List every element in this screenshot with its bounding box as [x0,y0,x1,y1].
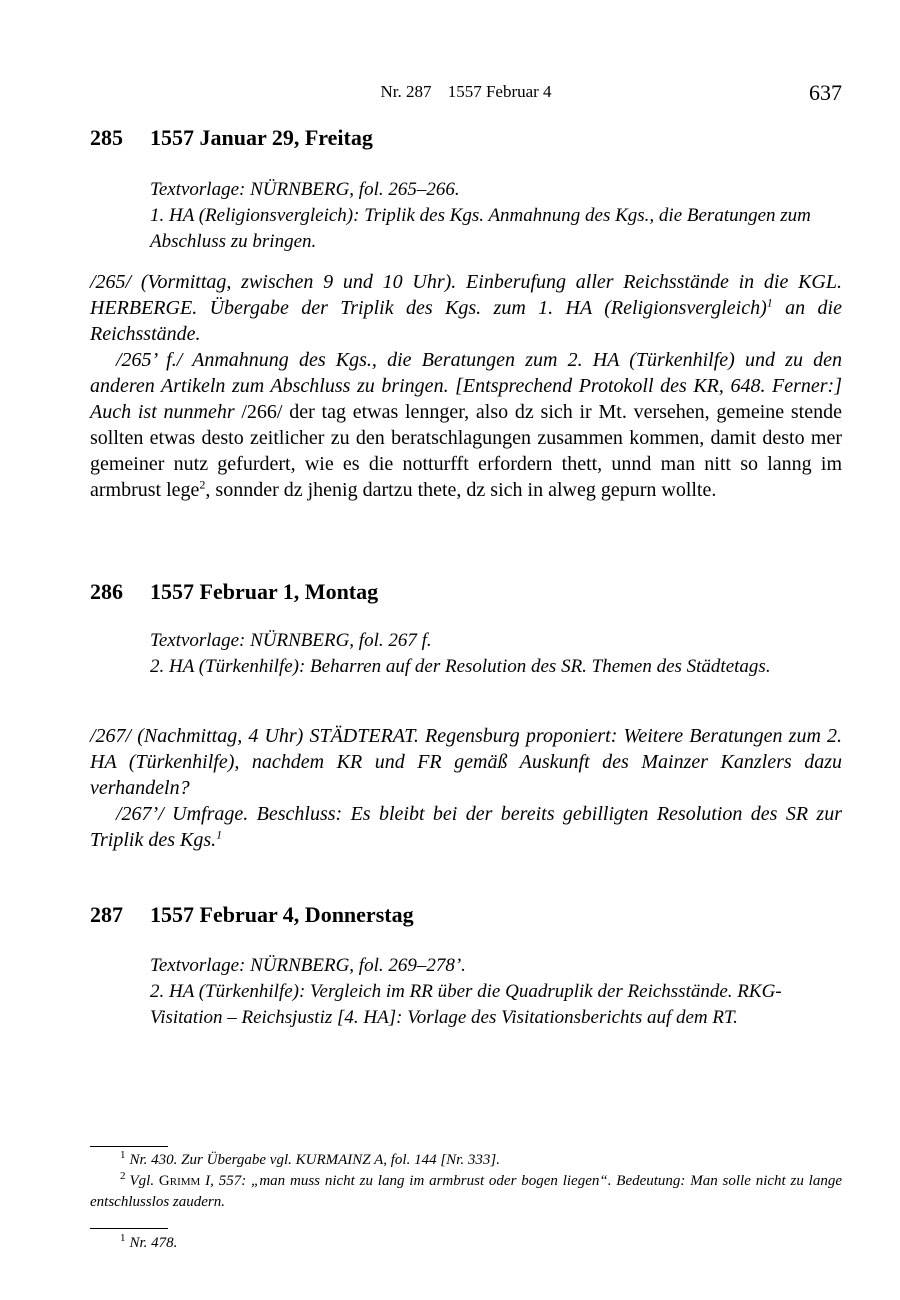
entry-286-heading [90,579,378,605]
entry-number: 287 [90,902,123,927]
footnotes-entry-286 [90,1233,842,1254]
entry-title: 1557 Februar 4, Donnerstag [150,902,414,927]
summary: 2. HA (Türkenhilfe): Beharren auf der Resolution des SR. Themen des Städtetags. [150,656,771,677]
running-head-number: Nr. 287 [380,82,432,101]
entry-title: 1557 Januar 29, Freitag [150,125,373,150]
summary: 2. HA (Türkenhilfe): Vergleich im RR über die Quadruplik der Reichsstände. RKG-Visitation – Reichsjustiz [4. HA]: Vorlage des Visitationsberichts auf dem RT. [150,981,782,1028]
author-name: Grimm [158,1173,201,1189]
footnote-ref: 1 [766,295,773,310]
footnote-ref: 2 [199,477,206,492]
running-head-date: 1557 Februar 4 [447,82,552,101]
entry-287-meta [150,953,842,1031]
footnote: $^1$ Nr. 430. Zur Übergabe vgl. KURMAINZ A, fol. 144 [Nr. 333]. [120,1149,500,1168]
entry-285-body [90,269,842,503]
paragraph: /265’ f./ Anmahnung des Kgs., die Beratungen zum 2. HA (Türkenhilfe) und zu den anderen Artikeln zum Abschluss zu bringen. [Entsprechend Protokoll des KR, 648. Ferner:] Auch ist nunmehr /266/ der tag etwas lennger, also dz sich ir Mt. versehen, gemeine stende sollten etwas desto zeitlicher zu den beratschlagungen zusammen kommen, damit desto mer gemeiner nutz gefurdert, wie es die notturfft erfordern thett, unnd man nitt so lanng im armbrust lege$^2$, sonnder dz jhenig dartzu thete, dz sich in alweg gepurn wollte. [90,349,842,501]
entry-285-heading [90,125,373,151]
text-source: Textvorlage: NÜRNBERG, fol. 269–278’. [150,955,466,976]
footnote-ref: 1 [216,827,223,842]
entry-286-meta [150,628,842,680]
entry-285-meta [150,177,842,255]
paragraph: /267’/ Umfrage. Beschluss: Es bleibt bei der bereits gebilligten Resolution des SR zur Triplik des Kgs.$^1$ [90,803,842,851]
entry-number: 285 [90,125,123,150]
footnote-rule [90,1146,168,1147]
footnote-rule [90,1228,168,1229]
footnote: $^1$ Nr. 478. [120,1232,178,1251]
entry-287-heading [90,902,414,928]
running-head [90,80,842,110]
paragraph: /267/ (Nachmittag, 4 Uhr) STÄDTERAT. Regensburg proponiert: Weitere Beratungen zum 2. HA (Türkenhilfe), nachdem KR und FR gemäß Auskunft des Mainzer Kanzlers dazu verhandeln? [90,725,842,799]
paragraph: /265/ (Vormittag, zwischen 9 und 10 Uhr). Einberufung aller Reichsstände in die KGL. HERBERGE. Übergabe der Triplik des Kgs. zum 1. HA (Religionsvergleich)$^1$ an die Reichsstände. [90,271,842,345]
footnote: $^2$ Vgl. Grimm I, 557: „man muss nicht zu lang im armbrust oder bogen liegen“. Bedeutung: Man solle nicht zu lange entschlusslos zaudern. [90,1170,842,1210]
entry-title: 1557 Februar 1, Montag [150,579,379,604]
running-head-title [90,82,842,102]
entry-number: 286 [90,579,123,604]
summary: 1. HA (Religionsvergleich): Triplik des Kgs. Anmahnung des Kgs., die Beratungen zum Abschluss zu bringen. [150,205,811,252]
footnotes-entry-285 [90,1150,842,1213]
page-number: 637 [809,80,842,105]
entry-286-body [90,723,842,853]
text-source: Textvorlage: NÜRNBERG, fol. 267 f. [150,630,432,651]
text-source: Textvorlage: NÜRNBERG, fol. 265–266. [150,179,460,200]
